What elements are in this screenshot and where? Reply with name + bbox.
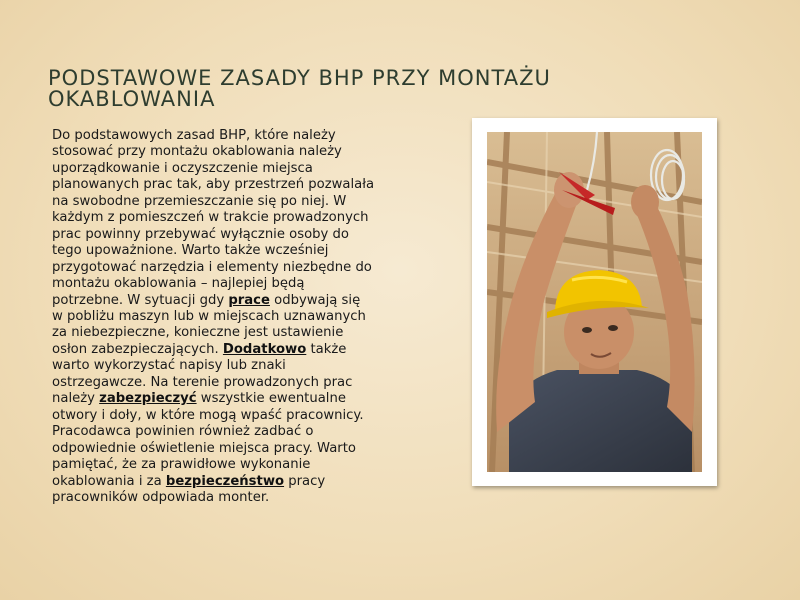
body-text-segment: okablowania i za xyxy=(52,473,166,489)
slide-title xyxy=(48,68,688,110)
body-text-segment: warto wykorzystać napisy lub znaki xyxy=(52,358,286,374)
body-line xyxy=(52,391,432,407)
body-text-segment: przygotować narzędzia i elementy niezbędne do xyxy=(52,259,372,275)
body-text-segment: potrzebne. W sytuacji gdy xyxy=(52,292,229,308)
body-line xyxy=(52,490,432,506)
body-text-segment: na swobodne przemieszczanie się po niej. W xyxy=(52,193,347,209)
body-text-segment: za niebezpieczne, konieczne jest ustawienie xyxy=(52,325,344,341)
body-text-segment: uporządkowanie i oczyszczenie miejsca xyxy=(52,160,313,176)
body-text-segment: montażu okablowania – najlepiej będą xyxy=(52,276,305,292)
body-line xyxy=(52,358,432,374)
body-line xyxy=(52,243,432,259)
body-line xyxy=(52,194,432,210)
body-text-segment: otwory i doły, w które mogą wpaść pracownicy. xyxy=(52,407,364,423)
electrician-photo xyxy=(472,118,717,486)
body-text-segment: wszystkie ewentualne xyxy=(196,391,346,407)
body-text-segment: odbywają się xyxy=(269,292,361,308)
body-text-segment: każdym z pomieszczeń w trakcie prowadzonych xyxy=(52,210,369,226)
body-line xyxy=(52,210,432,226)
body-text-segment: tego upoważnione. Warto także wcześniej xyxy=(52,243,329,259)
body-paragraph xyxy=(52,128,432,506)
body-line xyxy=(52,161,432,177)
body-line xyxy=(52,408,432,424)
electrician-photo-image xyxy=(487,132,702,472)
hyperlink-zabezpieczyć[interactable]: zabezpieczyć xyxy=(99,391,197,407)
body-line xyxy=(52,457,432,473)
body-text-segment: ostrzegawcze. Na terenie prowadzonych prac xyxy=(52,374,353,390)
body-line xyxy=(52,177,432,193)
slide-title-line-1: PODSTAWOWE ZASADY BHP PRZY MONTAŻU xyxy=(48,66,551,91)
body-text-segment: Do podstawowych zasad BHP, które należy xyxy=(52,128,336,143)
body-line xyxy=(52,424,432,440)
body-line xyxy=(52,342,432,358)
body-line xyxy=(52,375,432,391)
body-line xyxy=(52,144,432,160)
body-line xyxy=(52,325,432,341)
body-line xyxy=(52,227,432,243)
hyperlink-prace[interactable]: prace xyxy=(228,292,270,308)
body-text-segment: planowanych prac tak, aby przestrzeń pozwalała xyxy=(52,177,375,193)
body-text-segment: pracy xyxy=(284,473,326,489)
body-line xyxy=(52,260,432,276)
body-line xyxy=(52,441,432,457)
body-text-segment: pamiętać, że za prawidłowe wykonanie xyxy=(52,457,311,473)
body-text-segment: prac powinny przebywać wyłącznie osoby do xyxy=(52,226,349,242)
body-text-segment: osłon zabezpieczających. xyxy=(52,341,223,357)
body-line xyxy=(52,309,432,325)
hyperlink-bezpieczeństwo[interactable]: bezpieczeństwo xyxy=(165,473,285,489)
slide-title-line-2: OKABLOWANIA xyxy=(48,87,216,112)
body-line xyxy=(52,293,432,309)
body-text-segment: także xyxy=(306,341,347,357)
body-text-segment: Pracodawca powinien również zadbać o xyxy=(52,424,314,440)
body-line xyxy=(52,276,432,292)
hyperlink-dodatkowo[interactable]: Dodatkowo xyxy=(222,341,307,357)
body-text-segment: pracowników odpowiada monter. xyxy=(52,489,270,505)
body-line xyxy=(52,474,432,490)
body-text-segment: w pobliżu maszyn lub w miejscach uznawanych xyxy=(52,308,366,324)
body-line xyxy=(52,128,432,144)
body-text-segment: odpowiednie oświetlenie miejsca pracy. Warto xyxy=(52,440,356,456)
body-text-segment: należy xyxy=(52,391,100,407)
body-text-segment: stosować przy montażu okablowania należy xyxy=(52,144,342,160)
